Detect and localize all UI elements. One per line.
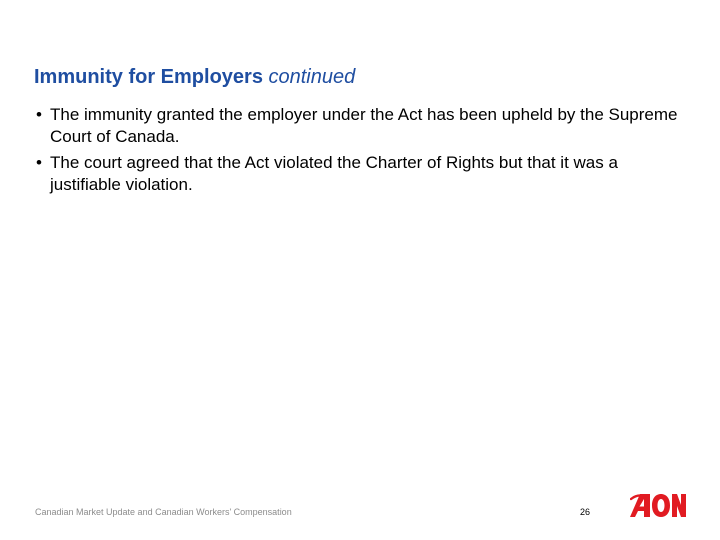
aon-logo-o-icon — [652, 494, 670, 517]
page-number: 26 — [580, 507, 591, 517]
title-suffix: continued — [268, 66, 356, 88]
title-main: Immunity for Employers — [34, 66, 263, 88]
slide-title — [34, 64, 355, 90]
bullet-list — [36, 104, 686, 200]
bullet-text: The immunity granted the employer under the Act has been upheld by the Supreme Court of Canada. — [50, 105, 678, 146]
bullet-item — [36, 152, 686, 196]
bullet-dot: • — [36, 105, 42, 124]
footer-text: Canadian Market Update and Canadian Workers' Compensation — [35, 507, 292, 517]
aon-logo-n-icon — [672, 494, 686, 517]
bullet-text: The court agreed that the Act violated the Charter of Rights but that it was a justifiable violation. — [50, 153, 618, 194]
aon-logo-icon — [630, 492, 686, 518]
bullet-dot: • — [36, 153, 42, 172]
bullet-item — [36, 104, 686, 148]
